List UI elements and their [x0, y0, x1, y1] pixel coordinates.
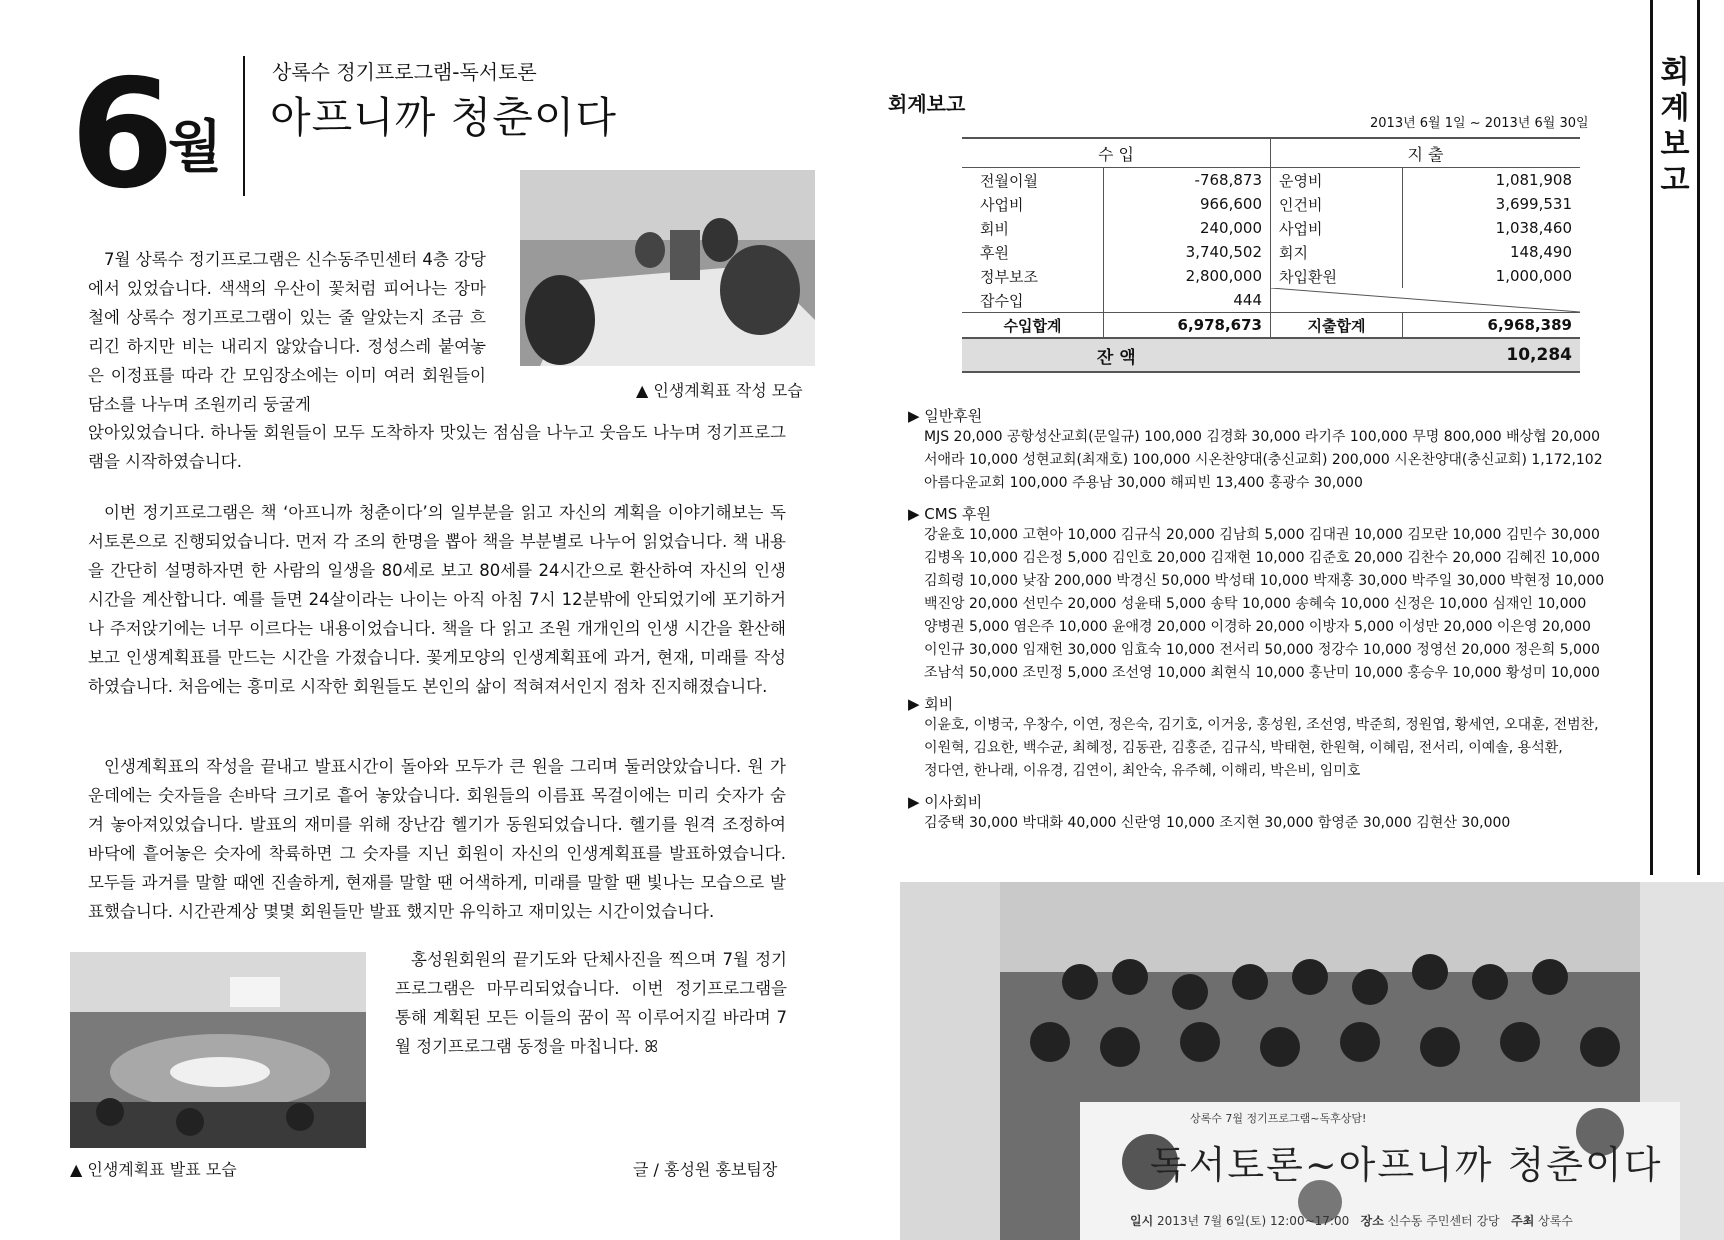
donation-line: 이윤호, 이병국, 우창수, 이연, 정은숙, 김기호, 이거웅, 홍성원, 조선영, 박준희, 정원엽, 황세연, 오대훈, 전범찬,	[924, 717, 1599, 733]
top-photo-caption: ▲ 인생계획표 작성 모습	[636, 381, 803, 400]
bottom-photo-caption: ▲ 인생계획표 발표 모습	[70, 1160, 237, 1179]
expense-total: 6,968,389	[1403, 313, 1581, 339]
paragraph-1b: 앉아있었습니다. 하나둘 회원들이 모두 도착하자 맛있는 점심을 나누고 웃음도 나누며 정기프로그램을 시작하였습니다.	[88, 423, 786, 471]
article-kicker: 상록수 정기프로그램-독서토론	[272, 60, 537, 84]
donation-line: 조남석 50,000 조민정 5,000 조선영 10,000 최현식 10,000 홍난미 10,000 홍승우 10,000 황성미 10,000	[924, 665, 1600, 681]
title-divider	[243, 56, 245, 196]
expense-header: 지 출	[1271, 138, 1581, 168]
accounting-table	[962, 137, 1580, 373]
banner-date-label: 일시	[1130, 1214, 1154, 1228]
donation-group-title: ▶ 일반후원	[908, 407, 983, 425]
balance-amount: 10,284	[1506, 345, 1572, 365]
banner-host-label: 주최	[1511, 1214, 1535, 1228]
income-header: 수 입	[962, 138, 1271, 168]
end-mark-icon: ꕤ	[644, 1037, 659, 1056]
expense-amount: 1,038,460	[1495, 219, 1572, 237]
month-unit: 월	[168, 115, 223, 180]
empty-cell-diagonal	[1271, 288, 1581, 313]
article-title: 아프니까 청춘이다	[270, 93, 617, 142]
sidebar-label: 회계보고	[1660, 55, 1690, 198]
paragraph-3-wrapper	[88, 752, 786, 926]
banner-date: 2013년 7월 6일(토) 12:00~17:00	[1157, 1214, 1350, 1228]
donation-group-membership	[908, 693, 1608, 783]
balance-label: 잔 액	[1096, 347, 1136, 368]
income-item: 잡수입	[962, 288, 1104, 313]
byline: 글 / 홍성원 홍보팀장	[633, 1160, 778, 1179]
expense-amount: 3,699,531	[1495, 195, 1572, 213]
donation-group-cms	[908, 503, 1608, 685]
donation-group-general	[908, 405, 1608, 495]
donations-list	[908, 405, 1608, 835]
table-header-row	[962, 138, 1580, 168]
paragraph-2: 이번 정기프로그램은 책 ‘아프니까 청춘이다’의 일부분을 읽고 자신의 계획을 이야기해보는 독서토론으로 진행되었습니다. 먼저 각 조의 한명을 뽑아 책을 부분별로 나누어 읽었습니다. 책 내용을 간단히 설명하자면 한 사람의 일생을 80세로 보고 80세를 24시간으로 환산하여 자신의 인생시간을 계산합니다. 예를 들면 24살이라는 나이는 아직 아침 7시 12분밖에 안되었기에 포기하거나 주저앉기에는 너무 이르다는 내용이었습니다. 책을 다 읽고 조원 개개인의 인생 시간을 환산해보고 인생계획표를 만드는 시간을 가졌습니다. 꽃게모양의 인생계획표에 과거, 현재, 미래를 작성하였습니다. 처음에는 흥미로 시작한 회원들도 본인의 삶이 적혀져서인지 점차 진지해졌습니다.	[88, 503, 786, 696]
expense-item: 사업비	[1271, 216, 1403, 240]
paragraph-1-continued	[88, 418, 786, 476]
banner-host: 상록수	[1538, 1214, 1573, 1228]
photo-life-plan-writing	[520, 170, 815, 366]
paragraph-1-wrapped	[88, 245, 486, 419]
donation-line: 김중택 30,000 박대화 40,000 신란영 10,000 조지현 30,000 함영준 30,000 김현산 30,000	[924, 815, 1511, 831]
income-item: 사업비	[962, 192, 1104, 216]
income-item: 정부보조	[962, 264, 1104, 288]
table-row	[962, 240, 1580, 264]
income-amount: 3,740,502	[1104, 240, 1271, 264]
table-row	[962, 288, 1580, 313]
donation-line: MJS 20,000 공항성산교회(문일규) 100,000 김경화 30,000 라기주 100,000 무명 800,000 배상협 20,000	[924, 429, 1601, 445]
donation-line: 정다연, 한나래, 이유경, 김연이, 최안숙, 유주혜, 이해리, 박은비, 임미호	[924, 763, 1361, 779]
paragraph-1: 7월 상록수 정기프로그램은 신수동주민센터 4층 강당에서 있었습니다. 색색의 우산이 꽃처럼 피어나는 장마철에 상록수 정기프로그램이 있는 줄 알았는지 조금 흐리긴 하지만 비는 내리지 않았습니다. 정성스레 붙여놓은 이정표를 따라 간 모임장소에는 이미 여러 회원들이 담소를 나누며 조원끼리 둥굴게	[88, 250, 486, 414]
donation-group-title: ▶ 이사회비	[908, 793, 983, 811]
donation-line: 김희령 10,000 낮잠 200,000 박경신 50,000 박성태 10,000 박재홍 30,000 박주일 30,000 박현정 10,000	[924, 573, 1605, 589]
paragraph-4: 홍성원회원의 끝기도와 단체사진을 찍으며 7월 정기프로그램은 마무리되었습니다. 이번 정기프로그램을 통해 계획된 모든 이들의 꿈이 꼭 이루어지길 바라며 7월 정기프로그램 동정을 마칩니다.	[395, 950, 787, 1056]
paragraph-4-wrapper	[395, 945, 787, 1061]
banner-place: 신수동 주민센터 강당	[1387, 1214, 1500, 1228]
group-photo	[900, 882, 1724, 1240]
banner-place-label: 장소	[1360, 1214, 1384, 1228]
accounting-table-wrapper	[962, 137, 1580, 373]
income-amount: 444	[1104, 288, 1271, 313]
donation-line: 이원혁, 김요한, 백수균, 최혜정, 김동관, 김홍준, 김규식, 박태현, 한원혁, 이혜림, 전서리, 이예솔, 용석환,	[924, 740, 1563, 756]
donation-line: 백진앙 20,000 선민수 20,000 성윤태 5,000 송탁 10,000 송혜숙 10,000 신정은 10,000 심재인 10,000	[924, 596, 1587, 612]
donation-line: 서애라 10,000 성현교회(최재호) 100,000 시온찬양대(충신교회) 200,000 시온찬양대(충신교회) 1,172,102	[924, 452, 1603, 468]
donation-line: 아름다운교회 100,000 주용남 30,000 해피빈 13,400 홍광수 30,000	[924, 475, 1363, 491]
paragraph-3: 인생계획표의 작성을 끝내고 발표시간이 돌아와 모두가 큰 원을 그리며 둘러앉았습니다. 원 가운데에는 숫자들을 손바닥 크기로 흩어 놓았습니다. 회원들의 이름표 목걸이에는 미리 숫자가 숨겨 놓아져있었습니다. 발표의 재미를 위해 장난감 헬기가 동원되었습니다. 헬기를 원격 조정하여 바닥에 흩어놓은 숫자에 착륙하면 그 숫자를 지닌 회원이 자신의 인생계획표를 발표하였습니다. 모두들 과거를 말할 때엔 진솔하게, 현재를 말할 땐 어색하게, 미래를 말할 땐 빛나는 모습으로 발표했습니다. 시간관계상 몇몇 회원들만 발표 했지만 유익하고 재미있는 시간이었습니다.	[88, 757, 786, 921]
paragraph-2-wrapper	[88, 498, 786, 701]
accounting-title: 회계보고	[888, 92, 966, 116]
expense-item: 회지	[1271, 240, 1403, 264]
donation-group-title: ▶ CMS 후원	[908, 505, 991, 523]
income-amount: -768,873	[1104, 168, 1271, 193]
banner-footer	[1130, 1212, 1573, 1229]
month-number: 6	[70, 48, 169, 222]
balance-row	[962, 338, 1580, 372]
table-row	[962, 264, 1580, 288]
income-item: 후원	[962, 240, 1104, 264]
donation-group-board	[908, 791, 1608, 835]
donation-group-title: ▶ 회비	[908, 695, 954, 713]
table-row	[962, 216, 1580, 240]
income-item: 전월이월	[962, 168, 1104, 193]
report-period: 2013년 6월 1일 ~ 2013년 6월 30일	[1370, 116, 1589, 131]
income-total-label: 수입합계	[962, 313, 1104, 339]
table-row	[962, 192, 1580, 216]
expense-amount: 1,081,908	[1495, 171, 1572, 189]
table-row	[962, 168, 1580, 193]
expense-amount: 1,000,000	[1495, 267, 1572, 285]
donation-line: 김병옥 10,000 김은정 5,000 김인호 20,000 김재현 10,000 김준호 20,000 김찬수 20,000 김혜진 10,000	[924, 550, 1600, 566]
expense-total-label: 지출합계	[1271, 313, 1403, 339]
donation-line: 이인규 30,000 임재헌 30,000 임효숙 10,000 전서리 50,000 정강수 10,000 정영선 20,000 정은희 5,000	[924, 642, 1600, 658]
expense-item: 인건비	[1271, 192, 1403, 216]
expense-amount: 148,490	[1509, 243, 1572, 261]
income-amount: 966,600	[1104, 192, 1271, 216]
income-total: 6,978,673	[1104, 313, 1271, 339]
banner-main-text: 독서토론~아프니까 청춘이다	[1150, 1143, 1663, 1187]
expense-item: 운영비	[1271, 168, 1403, 193]
expense-item: 차입환원	[1271, 264, 1403, 288]
income-amount: 2,800,000	[1104, 264, 1271, 288]
income-amount: 240,000	[1104, 216, 1271, 240]
banner-small-text: 상록수 7월 정기프로그램~독후상담!	[1190, 1112, 1367, 1125]
donation-line: 양병권 5,000 염은주 10,000 윤애경 20,000 이경하 20,000 이방자 5,000 이성만 20,000 이은영 20,000	[924, 619, 1591, 635]
total-row	[962, 313, 1580, 339]
photo-life-plan-presentation	[70, 952, 366, 1148]
income-item: 회비	[962, 216, 1104, 240]
donation-line: 강윤호 10,000 고현아 10,000 김규식 20,000 김남희 5,000 김대권 10,000 김모란 10,000 김민수 30,000	[924, 527, 1600, 543]
